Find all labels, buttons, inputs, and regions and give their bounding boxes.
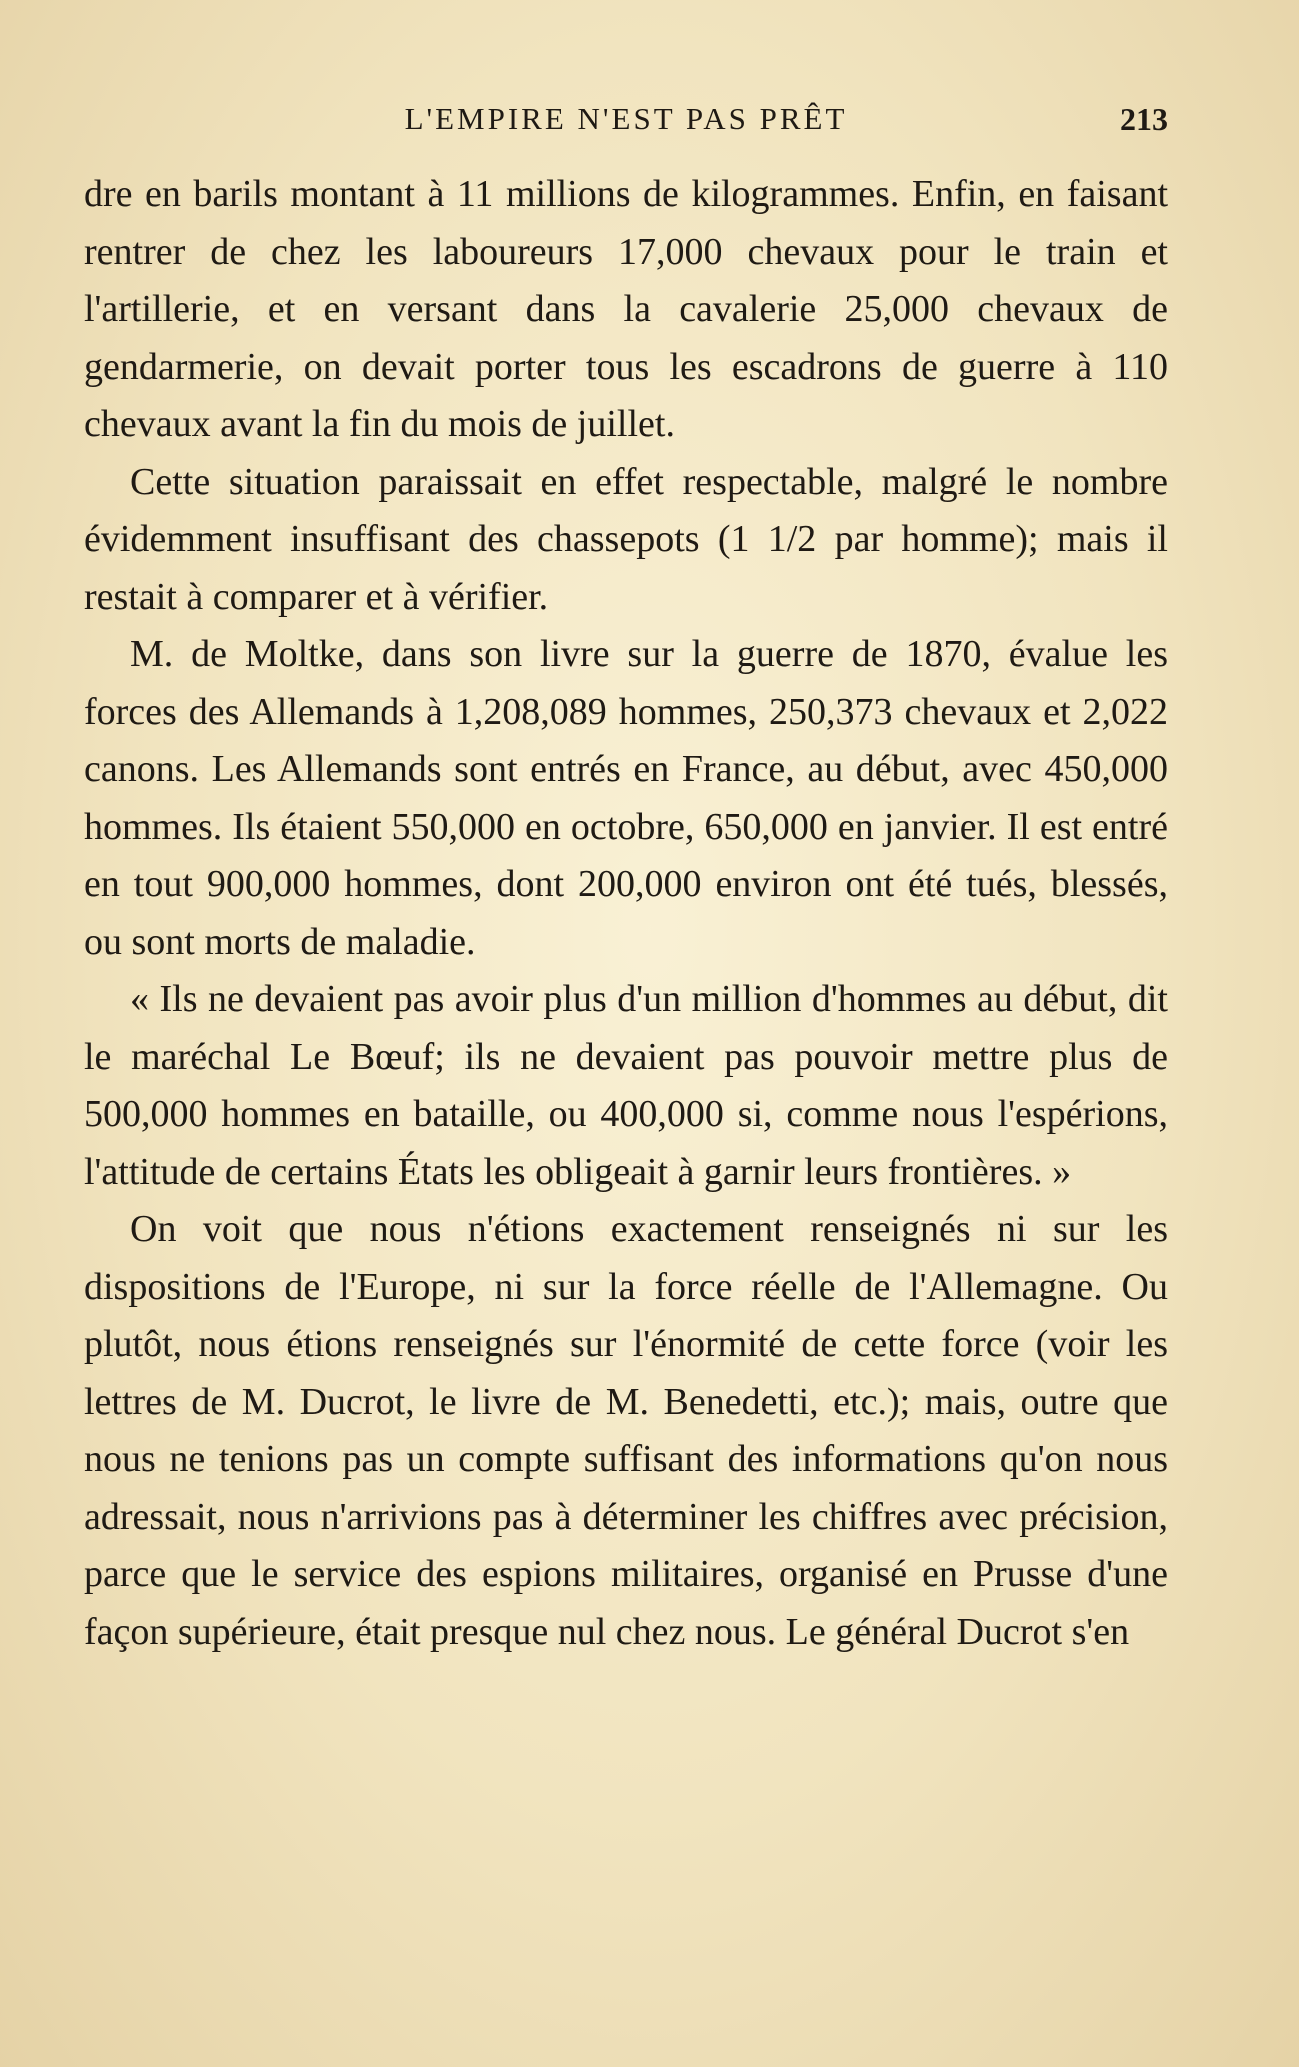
paragraph-moltke: M. de Moltke, dans son livre sur la guerre de 1870, évalue les forces des Allemands à 1,208,089 hommes, 250,373 chevaux et 2,022 canons. Les Allemands sont entrés en France, au début, avec 450,000 hommes. Ils étaient 550,000 en octobre, 650,000 en janvier. Il est entré en tout 900,000 hommes, dont 200,000 environ ont été tués, blessés, ou sont morts de maladie. <box>84 633 1168 963</box>
paragraph-quote-le-boeuf: « Ils ne devaient pas avoir plus d'un million d'hommes au début, dit le maréchal Le Bœuf; ils ne devaient pas pouvoir mettre plus de 500,000 hommes en bataille, ou 400,000 si, comme nous l'espérions, l'attitude de certains États les obligeait à garnir leurs frontières. » <box>84 978 1168 1193</box>
paragraph-situation: Cette situation paraissait en effet respectable, malgré le nombre évidemment insuffisant des chassepots (1 1/2 par homme); mais il restait à comparer et à vérifier. <box>84 460 1168 618</box>
page-number: 213 <box>1120 101 1168 137</box>
running-title: L'EMPIRE N'EST PAS PRÊT <box>404 101 848 136</box>
running-head <box>84 98 1168 140</box>
body-text <box>84 166 1168 1661</box>
paragraph-information: On voit que nous n'étions exactement renseignés ni sur les dispositions de l'Europe, ni sur la force réelle de l'Allemagne. Ou plutôt, nous étions renseignés sur l'énormité de cette force (voir les lettres de M. Ducrot, le livre de M. Benedetti, etc.); mais, outre que nous ne tenions pas un compte suffisant des informations qu'on nous adressait, nous n'arrivions pas à déterminer les chiffres avec précision, parce que le service des espions militaires, organisé en Prusse d'une façon supérieure, était presque nul chez nous. Le général Ducrot s'en <box>84 1208 1168 1653</box>
paragraph-continuation: dre en barils montant à 11 millions de kilogrammes. Enfin, en faisant rentrer de chez les laboureurs 17,000 chevaux pour le train et l'artillerie, et en versant dans la cavalerie 25,000 chevaux de gendarmerie, on devait porter tous les escadrons de guerre à 110 chevaux avant la fin du mois de juillet. <box>84 173 1168 445</box>
